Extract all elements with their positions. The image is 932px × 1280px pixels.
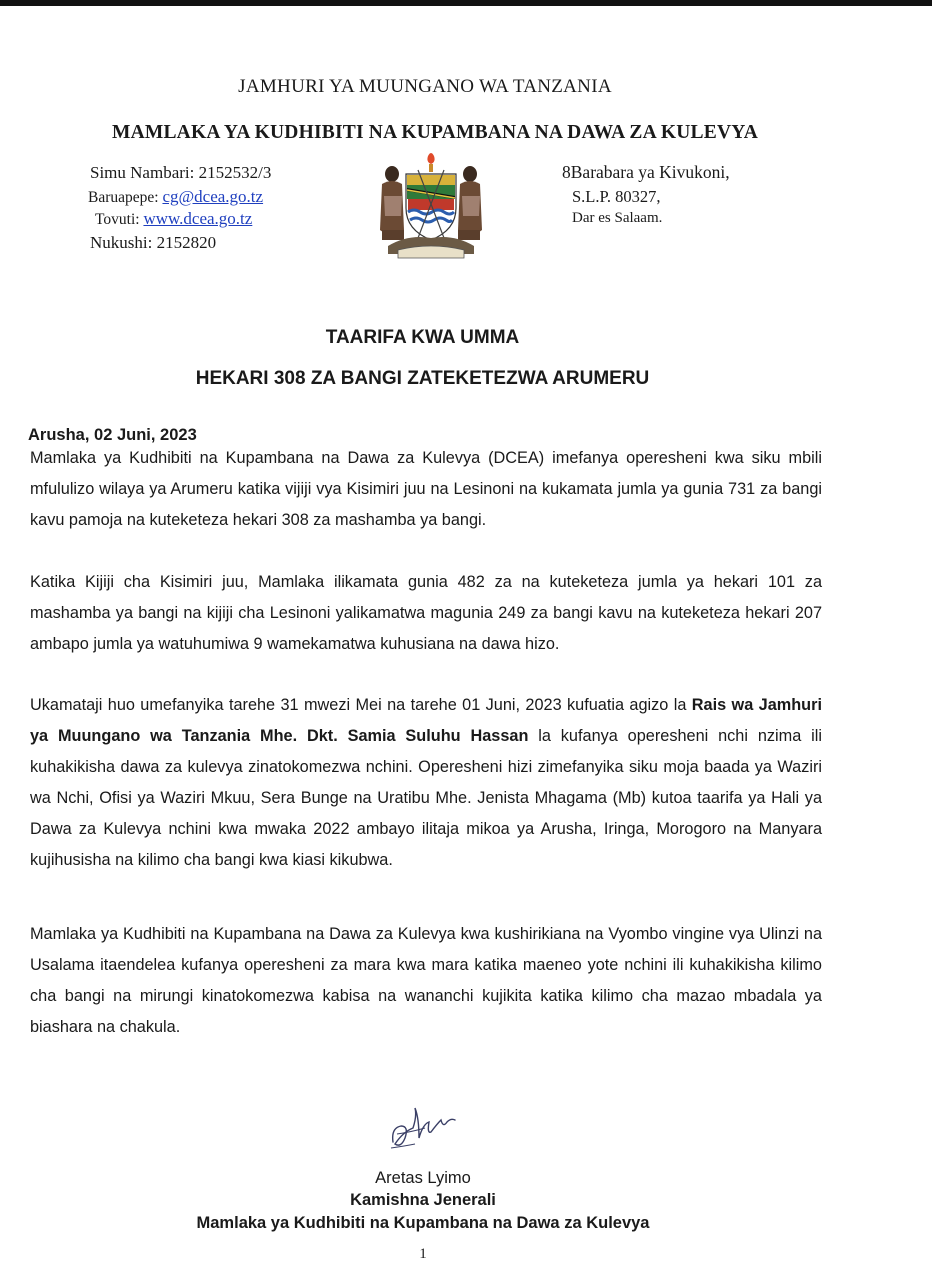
authority-heading: MAMLAKA YA KUDHIBITI NA KUPAMBANA NA DAWA ZA KULEVYA (111, 122, 759, 143)
contact-phone (90, 162, 271, 183)
date-line: Arusha, 02 Juni, 2023 (28, 426, 197, 444)
paragraph-3-end: la kufanya operesheni nchi nzima ili kuhakikisha dawa za kulevya zinatokomezwa nchini. Operesheni hizi zimefanyika siku moja baada ya Waziri wa Nchi, Ofisi ya Waziri Mkuu, Sera Bunge na Uratibu Mhe. Jenista Mhagama (Mb) kutoa taarifa ya Hali ya Dawa za Kulevya nchini kwa mwaka 2022 ambayo ilitaja mikoa ya Arusha, Iringa, Morogoro na Manyara kujihusisha na kilimo cha bangi kwa kiasi kikubwa. (30, 727, 822, 869)
contact-email (88, 186, 263, 208)
handwritten-signature-icon (385, 1098, 465, 1154)
email-link[interactable]: cg@dcea.go.tz (162, 187, 264, 206)
address-line-3: Dar es Salaam. (572, 210, 663, 226)
signatory-organization: Mamlaka ya Kudhibiti na Kupambana na Dawa za Kulevya (196, 1214, 650, 1232)
country-heading: JAMHURI YA MUUNGANO WA TANZANIA (238, 76, 612, 97)
address-line-2: S.L.P. 80327, (572, 187, 661, 206)
address-line-1: 8Barabara ya Kivukoni, (562, 162, 730, 182)
fax-label: Nukushi: (90, 233, 153, 252)
web-link[interactable]: www.dcea.go.tz (143, 209, 253, 228)
contact-fax (90, 232, 216, 253)
signatory-name: Aretas Lyimo (375, 1169, 471, 1187)
paragraph-2: Katika Kijiji cha Kisimiri juu, Mamlaka ilikamata gunia 482 za na kuteketeza jumla ya hekari 101 za mashamba ya bangi na kijiji cha Lesinoni yalikamatwa magunia 249 za bangi kavu na kuteketeza hekari 207 ambapo jumla ya watuhumiwa 9 wamekamatwa kuhusiana na dawa hizo. (30, 573, 822, 653)
contact-web (95, 208, 252, 230)
signatory-position: Kamishna Jenerali (350, 1191, 496, 1209)
top-border (0, 0, 932, 6)
paragraph-3-start: Ukamataji huo umefanyika tarehe 31 mwezi Mei na tarehe 01 Juni, 2023 kufuatia agizo la (30, 696, 692, 714)
coat-of-arms-icon (368, 150, 494, 262)
fax-value: 2152820 (156, 233, 217, 252)
paragraph-3-president: Rais wa Jamhuri ya Muungano wa Tanzania Mhe. Dkt. Samia Suluhu Hassan (30, 696, 822, 745)
notice-title: TAARIFA KWA UMMA (325, 327, 520, 348)
paragraph-1: Mamlaka ya Kudhibiti na Kupambana na Dawa za Kulevya (DCEA) imefanya operesheni kwa siku mbili mfululizo wilaya ya Arumeru katika vijiji vya Kisimiri juu na Lesinoni na kukamata jumla ya gunia 731 za bangi kavu pamoja na kuteketeza hekari 308 za mashamba ya bangi. (30, 449, 822, 529)
phone-value: 2152532/3 (198, 163, 272, 182)
paragraph-4: Mamlaka ya Kudhibiti na Kupambana na Dawa za Kulevya kwa kushirikiana na Vyombo vingine vya Ulinzi na Usalama itaendelea kufanya operesheni za mara kwa mara katika maeneo yote nchini ili kuhakikisha kilimo cha bangi na mirungi kinatokomezwa kabisa na wananchi kujikita katika kilimo cha mazao mbadala ya biashara na chakula. (30, 925, 822, 1036)
page-number: 1 (419, 1246, 427, 1262)
paragraph-3 (30, 690, 822, 876)
email-label: Baruapepe: (88, 189, 159, 206)
phone-label: Simu Nambari: (90, 163, 195, 182)
notice-subtitle: HEKARI 308 ZA BANGI ZATEKETEZWA ARUMERU (195, 368, 650, 389)
web-label: Tovuti: (95, 211, 140, 228)
